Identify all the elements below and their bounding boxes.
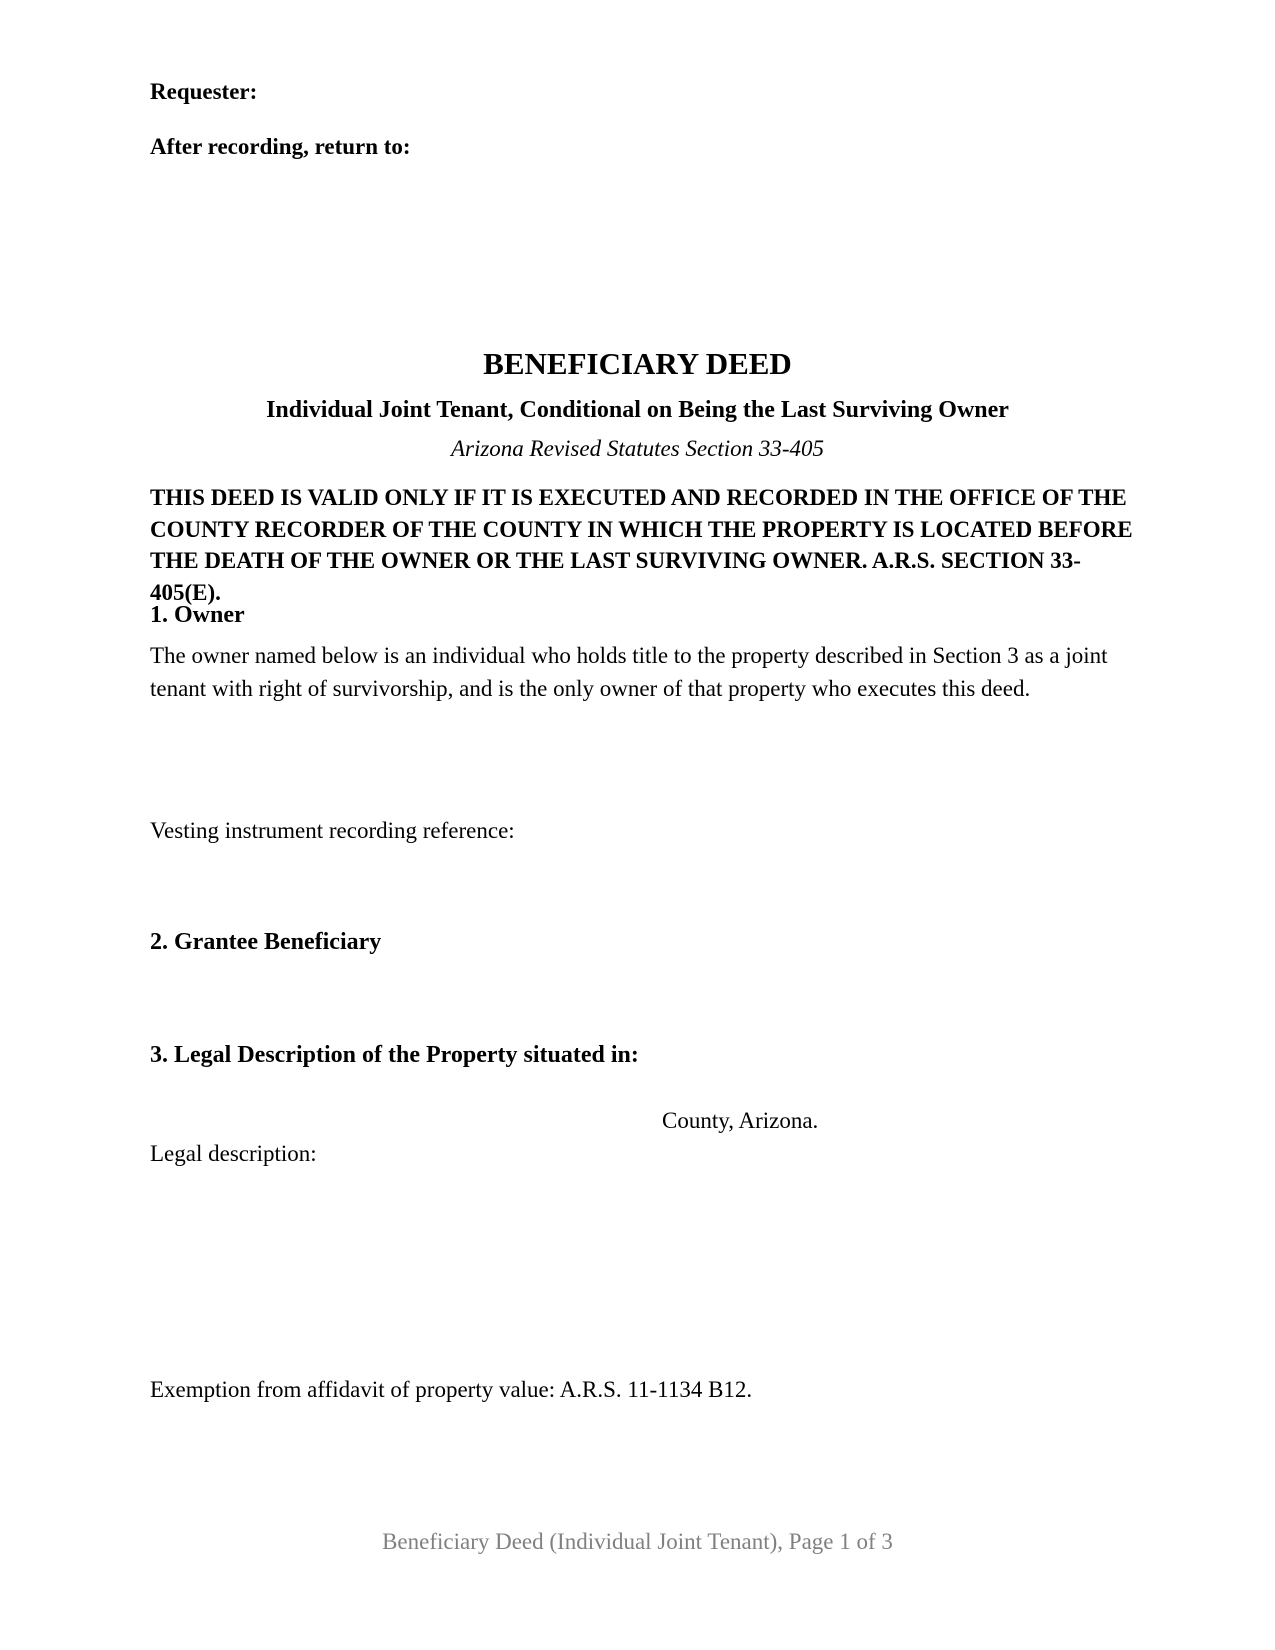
section-owner-heading: 1. Owner [150,602,245,628]
document-title: BENEFICIARY DEED [483,346,792,381]
section-beneficiary-heading: 2. Grantee Beneficiary [150,929,382,955]
vesting-reference-label: Vesting instrument recording reference: [150,818,515,843]
requester-label: Requester: [150,79,258,104]
section-owner-body: The owner named below is an individual who holds title to the property described in Section 3 as a joint tenant with right of survivorship, and is the only owner of that property who executes this deed. [150,643,1108,701]
county-suffix: County, Arizona. [662,1108,819,1133]
document-subtitle: Individual Joint Tenant, Conditional on Being the Last Surviving Owner [266,397,1009,423]
legal-description-label: Legal description: [150,1141,317,1166]
validity-warning: THIS DEED IS VALID ONLY IF IT IS EXECUTED AND RECORDED IN THE OFFICE OF THE COUNTY RECORDER OF THE COUNTY IN WHICH THE PROPERTY IS LOCATED BEFORE THE DEATH OF THE OWNER OR THE LAST SURVIVING OWNER. A.R.S. SECTION 33-405(E). [150,485,1133,605]
section-property-heading: 3. Legal Description of the Property situated in: [150,1042,639,1068]
return-to-label: After recording, return to: [150,134,411,159]
exemption-statement: Exemption from affidavit of property value: A.R.S. 11-1134 B12. [150,1377,753,1402]
page-footer: Beneficiary Deed (Individual Joint Tenant), Page 1 of 3 [382,1529,893,1554]
statute-reference: Arizona Revised Statutes Section 33-405 [450,436,825,461]
